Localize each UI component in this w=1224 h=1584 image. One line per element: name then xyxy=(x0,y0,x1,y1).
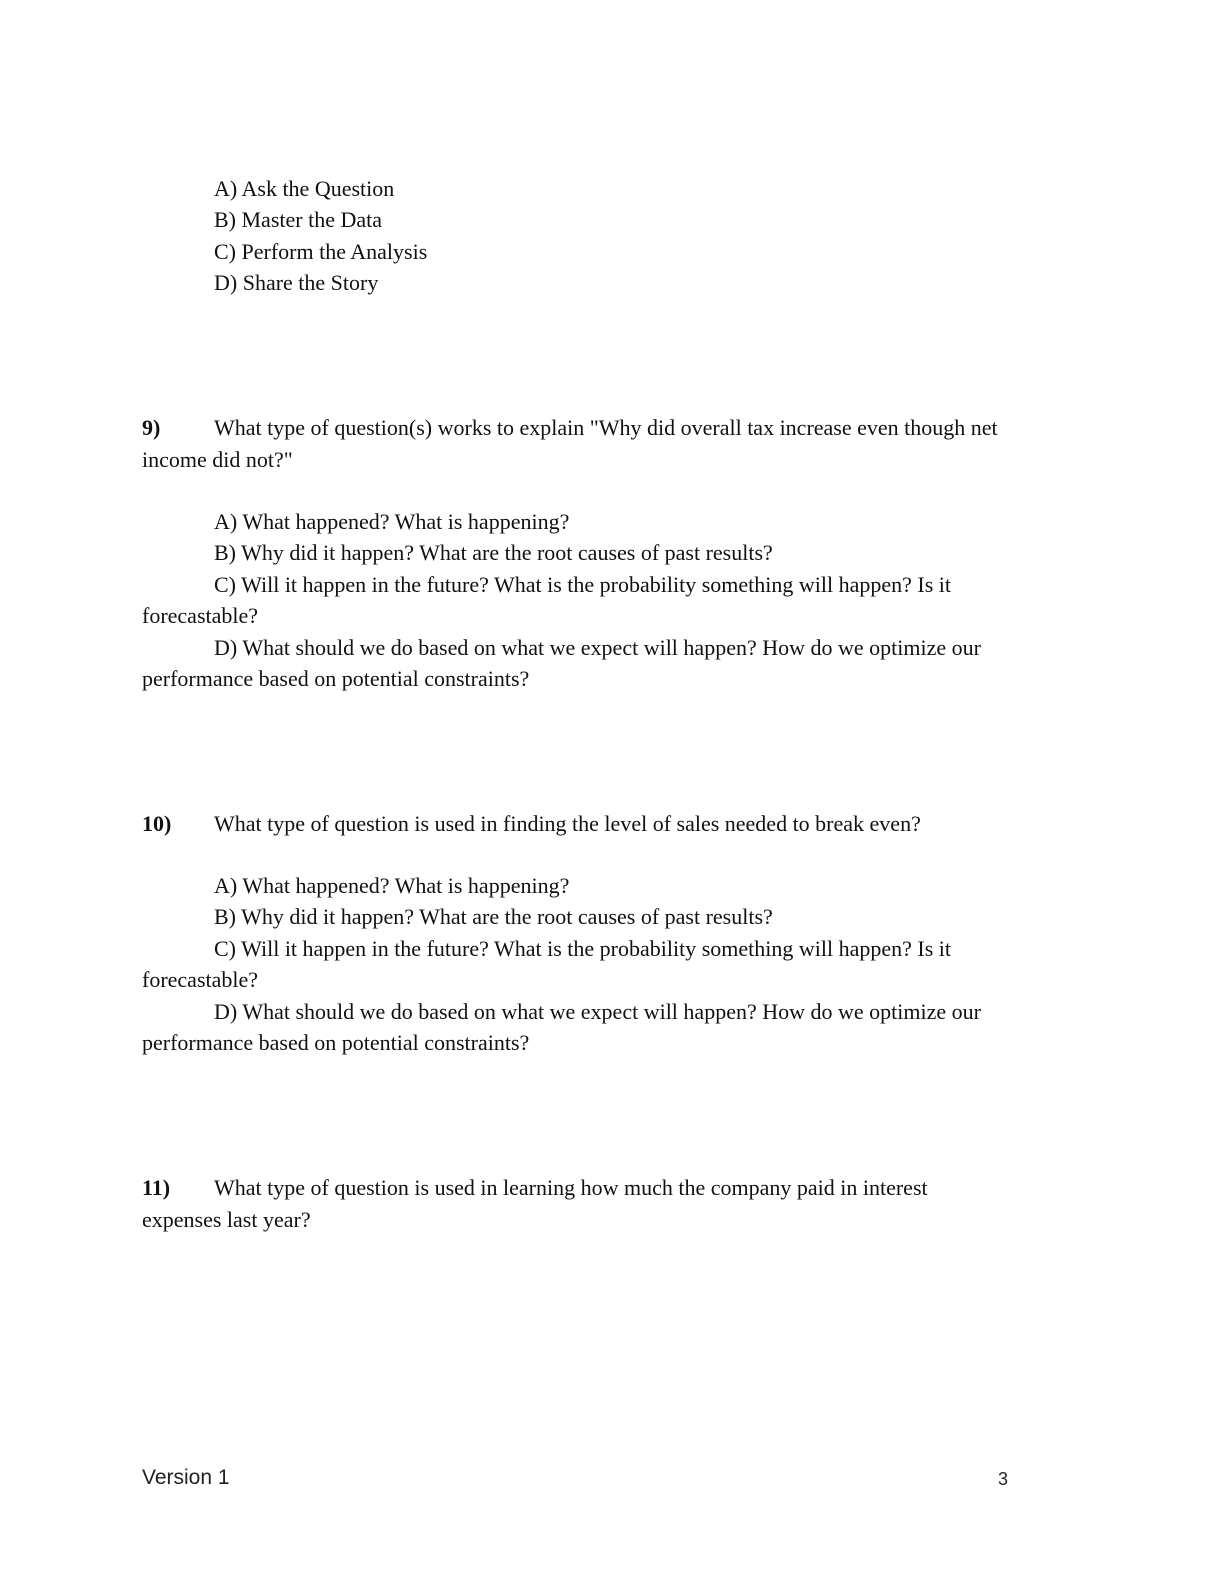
question-text: What type of question is used in learning how much the company paid in interest xyxy=(214,1175,928,1200)
option-b: B) Why did it happen? What are the root causes of past results? xyxy=(214,540,773,565)
option-d: D) Share the Story xyxy=(214,270,379,295)
question-number: 9) xyxy=(142,415,161,440)
option-a: A) What happened? What is happening? xyxy=(214,509,570,534)
option-c-continued: forecastable? xyxy=(142,603,259,628)
option-d-continued: performance based on potential constraints? xyxy=(142,666,530,691)
option-c: C) Will it happen in the future? What is the probability something will happen? Is it xyxy=(214,936,951,961)
option-c: C) Perform the Analysis xyxy=(214,239,428,264)
question-number: 11) xyxy=(142,1175,171,1200)
option-d: D) What should we do based on what we expect will happen? How do we optimize our xyxy=(214,999,981,1024)
option-b: B) Master the Data xyxy=(214,207,382,232)
option-d: D) What should we do based on what we expect will happen? How do we optimize our xyxy=(214,635,981,660)
option-d-continued: performance based on potential constraints? xyxy=(142,1030,530,1055)
option-a: A) Ask the Question xyxy=(214,176,395,201)
option-c-continued: forecastable? xyxy=(142,967,259,992)
question-text-continued: expenses last year? xyxy=(142,1207,311,1232)
footer-version: Version 1 xyxy=(142,1466,230,1489)
question-text-continued: income did not?" xyxy=(142,447,293,472)
footer-page-number: 3 xyxy=(998,1469,1009,1489)
question-number: 10) xyxy=(142,811,172,836)
option-a: A) What happened? What is happening? xyxy=(214,873,570,898)
question-text: What type of question(s) works to explain "Why did overall tax increase even though net xyxy=(214,415,998,440)
option-b: B) Why did it happen? What are the root causes of past results? xyxy=(214,904,773,929)
question-text: What type of question is used in finding the level of sales needed to break even? xyxy=(214,811,921,836)
option-c: C) Will it happen in the future? What is the probability something will happen? Is it xyxy=(214,572,951,597)
